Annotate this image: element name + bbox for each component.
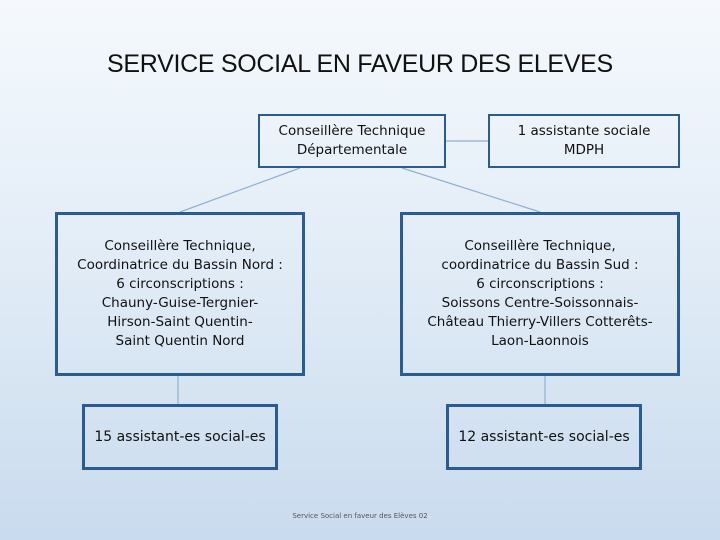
box-assistante-mdph-label: 1 assistante sociale MDPH [517,123,651,158]
box-ct-departementale-label: Conseillère Technique Départementale [278,123,426,158]
box-ct-bassin-nord-label: Conseillère Technique, Coordinatrice du Bassin Nord : 6 circonscriptions : Chauny-Guise-Tergnier- Hirson-Saint Quentin- Saint Quentin Nord [77,238,283,349]
box-assistante-mdph [488,114,680,168]
page-title: SERVICE SOCIAL EN FAVEUR DES ELEVES [107,50,613,78]
connector-dep-to-sud [402,168,540,212]
box-ct-departementale [258,114,446,168]
box-assistants-nord-label: 15 assistant-es social-es [94,428,266,445]
connector-dep-to-nord [180,168,300,212]
box-assistants-sud-label: 12 assistant-es social-es [458,428,630,445]
box-assistants-nord [82,404,278,470]
box-assistants-sud [446,404,642,470]
footer-text: Service Social en faveur des Elèves 02 [292,512,428,520]
box-ct-bassin-sud [400,212,680,376]
box-ct-bassin-nord [55,212,305,376]
box-ct-bassin-sud-label: Conseillère Technique, coordinatrice du Bassin Sud : 6 circonscriptions : Soissons Centre-Soissonnais- Château Thierry-Villers Cotterêts- Laon-Laonnois [427,238,653,349]
